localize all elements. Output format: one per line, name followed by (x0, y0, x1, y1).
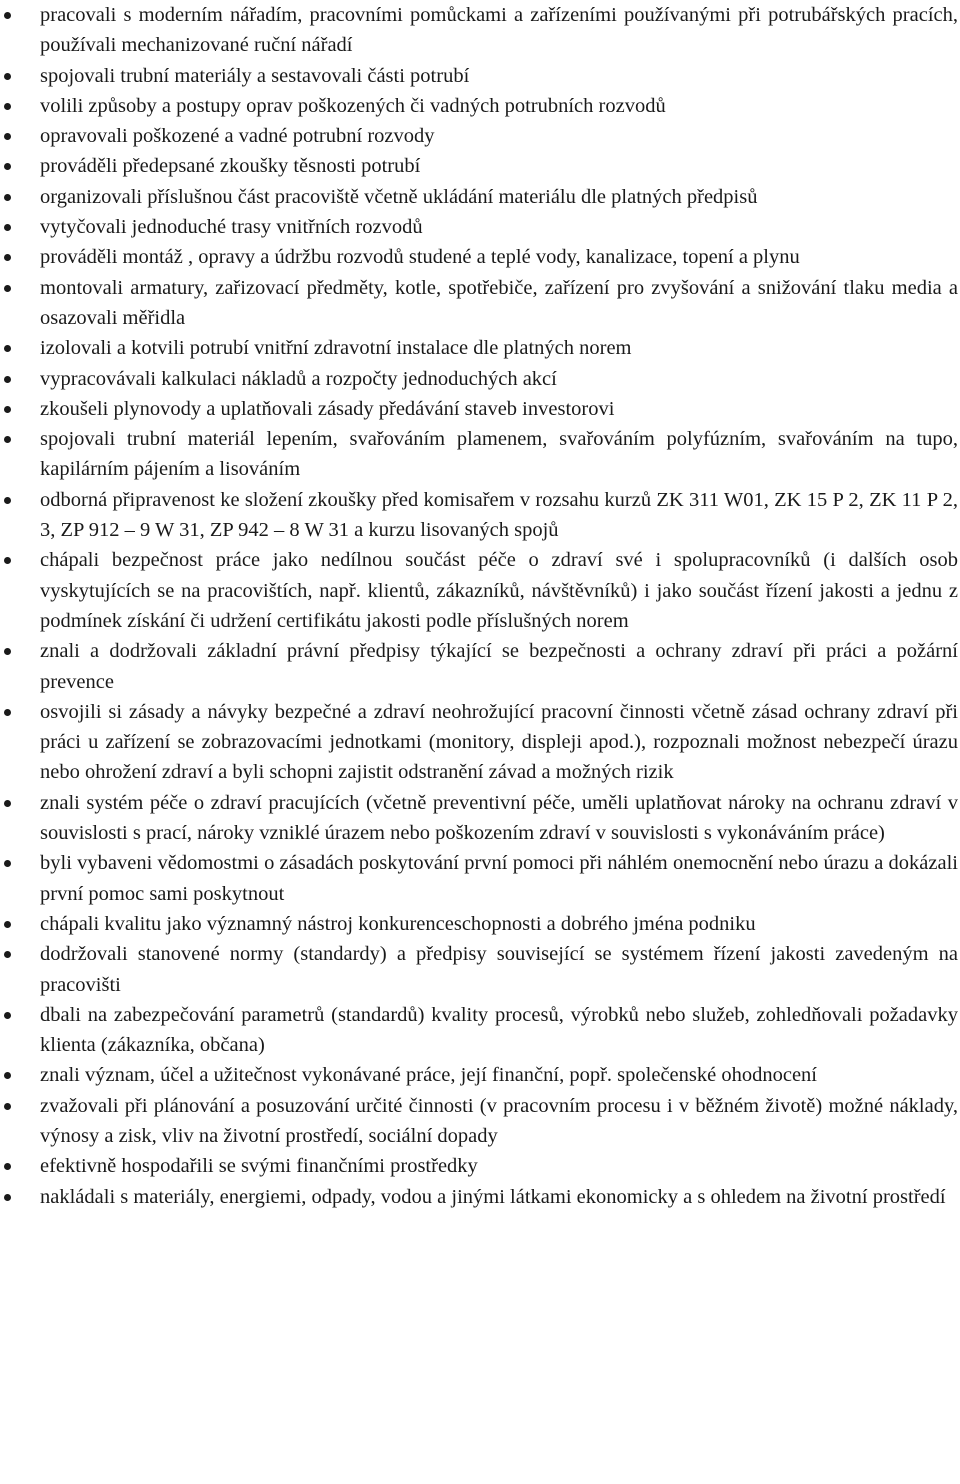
bullet-icon (4, 860, 11, 867)
list-item-text: vytyčovali jednoduché trasy vnitřních rozvodů (40, 216, 423, 239)
bullet-icon (4, 800, 11, 807)
bullet-icon (4, 254, 11, 261)
bullet-icon (4, 345, 11, 352)
list-item-text: znali systém péče o zdraví pracujících (včetně preventivní péče, uměli uplatňovat nároky na ochranu zdraví v souvislosti s prací, nároky vzniklé úrazem nebo poškozením zdraví v souvislosti s vykonáváním práce) (40, 791, 958, 845)
list-item-text: prováděli předepsané zkoušky těsnosti potrubí (40, 155, 421, 178)
list-item-text: chápali bezpečnost práce jako nedílnou součást péče o zdraví své i spolupracovníků (i dalších osob vyskytujících se na pracovištích, např. klientů, zákazníků, návštěvníků) i jako součást řízení jakosti a jednu z podmínek získání či udržení certifikátu jakosti podle příslušných norem (40, 549, 958, 632)
list-item-text: spojovali trubní materiál lepením, svařováním plamenem, svařováním polyfúzním, svařováním na tupo, kapilárním pájením a lisováním (40, 428, 958, 481)
list-item-text: znali význam, účel a užitečnost vykonávané práce, její finanční, popř. společenské ohodnocení (40, 1064, 817, 1087)
bullet-icon (4, 648, 11, 655)
list-item-text: izolovali a kotvili potrubí vnitřní zdravotní instalace dle platných norem (40, 337, 632, 360)
list-item (0, 394, 960, 424)
list-item (0, 333, 960, 363)
list-item-text: zvažovali při plánování a posuzování určité činnosti (v pracovním procesu i v běžném životě) možné náklady, výnosy a zisk, vliv na životní prostředí, sociální dopady (40, 1094, 958, 1147)
bullet-icon (4, 194, 11, 201)
list-item (0, 1000, 960, 1061)
list-item-text: opravovali poškozené a vadné potrubní rozvody (40, 125, 435, 148)
list-item (0, 61, 960, 91)
list-item-text: organizovali příslušnou část pracoviště včetně ukládání materiálu dle platných předpisů (40, 185, 758, 208)
bullet-icon (4, 1072, 11, 1079)
list-item-text: montovali armatury, zařizovací předměty, kotle, spotřebiče, zařízení pro zvyšování a snižování tlaku media a osazovali měřidla (40, 276, 958, 329)
list-item-text: nakládali s materiály, energiemi, odpady, vodou a jinými látkami ekonomicky a s ohledem na životní prostředí (40, 1185, 946, 1208)
list-item (0, 939, 960, 1000)
list-item (0, 485, 960, 546)
bullet-icon (4, 163, 11, 170)
list-item-text: osvojili si zásady a návyky bezpečné a zdraví neohrožující pracovní činnosti včetně zásad ochrany zdraví při práci u zařízení se zobrazovacími jednotkami (monitory, displeji apod.), rozpoznali možnost nebezpečí úrazu nebo ohrožení zdraví a byli schopni zajistit odstranění závad a možných rizik (40, 700, 958, 784)
list-item (0, 1151, 960, 1181)
list-item (0, 212, 960, 242)
bullet-icon (4, 12, 11, 19)
list-item (0, 848, 960, 909)
bullet-icon (4, 103, 11, 110)
bullet-icon (4, 497, 11, 504)
list-item (0, 151, 960, 181)
list-item (0, 909, 960, 939)
bullet-icon (4, 285, 11, 292)
bullet-icon (4, 709, 11, 716)
list-item-text: chápali kvalitu jako významný nástroj konkurenceschopnosti a dobrého jména podniku (40, 912, 756, 935)
bullet-icon (4, 376, 11, 383)
list-item (0, 273, 960, 334)
list-item-text: zkoušeli plynovody a uplatňovali zásady předávání staveb investorovi (40, 397, 615, 420)
list-item (0, 364, 960, 394)
bullet-icon (4, 557, 11, 564)
bullet-icon (4, 73, 11, 80)
list-item (0, 545, 960, 636)
list-item-text: efektivně hospodařili se svými finančními prostředky (40, 1155, 478, 1178)
list-item-text: spojovali trubní materiály a sestavovali části potrubí (40, 64, 470, 87)
list-item-text: dbali na zabezpečování parametrů (standardů) kvality procesů, výrobků nebo služeb, zohledňovali požadavky klienta (zákazníka, občana) (40, 1003, 958, 1057)
bullet-icon (4, 436, 11, 443)
list-item (0, 697, 960, 788)
bullet-icon (4, 951, 11, 958)
list-item (0, 1182, 960, 1212)
list-item (0, 424, 960, 485)
bullet-icon (4, 406, 11, 413)
list-item (0, 0, 960, 61)
bullet-icon (4, 1194, 11, 1201)
bullet-icon (4, 133, 11, 140)
bullet-icon (4, 921, 11, 928)
list-item (0, 242, 960, 272)
bullet-icon (4, 1103, 11, 1110)
list-item-text: prováděli montáž , opravy a údržbu rozvodů studené a teplé vody, kanalizace, topení a plynu (40, 246, 800, 269)
list-item-text: vypracovávali kalkulaci nákladů a rozpočty jednoduchých akcí (40, 367, 557, 390)
bullet-icon (4, 224, 11, 231)
list-item (0, 1091, 960, 1152)
list-item-text: byli vybaveni vědomostmi o zásadách poskytování první pomoci při náhlém onemocnění nebo úrazu a dokázali první pomoc sami poskytnout (40, 852, 958, 905)
list-item-text: dodržovali stanovené normy (standardy) a předpisy související se systémem řízení jakosti zavedeným na pracovišti (40, 943, 958, 996)
list-item-text: volili způsoby a postupy oprav poškozených či vadných potrubních rozvodů (40, 94, 666, 117)
list-item-text: odborná připravenost ke složení zkoušky před komisařem v rozsahu kurzů ZK 311 W01, ZK 15 P 2, ZK 11 P 2, 3, ZP 912 – 9 W 31, ZP 942 – 8 W 31 a kurzu lisovaných spojů (40, 488, 958, 542)
list-item-text: pracovali s moderním nářadím, pracovními pomůckami a zařízeními používanými při potrubářských pracích, používali mechanizované ruční nářadí (40, 4, 958, 57)
list-item (0, 1060, 960, 1090)
list-item-text: znali a dodržovali základní právní předpisy týkající se bezpečnosti a ochrany zdraví při práci a požární prevence (40, 640, 958, 693)
bullet-icon (4, 1012, 11, 1019)
list-item (0, 182, 960, 212)
list-item (0, 788, 960, 849)
list-item (0, 636, 960, 697)
bullet-icon (4, 1163, 11, 1170)
list-item (0, 91, 960, 121)
list-item (0, 121, 960, 151)
